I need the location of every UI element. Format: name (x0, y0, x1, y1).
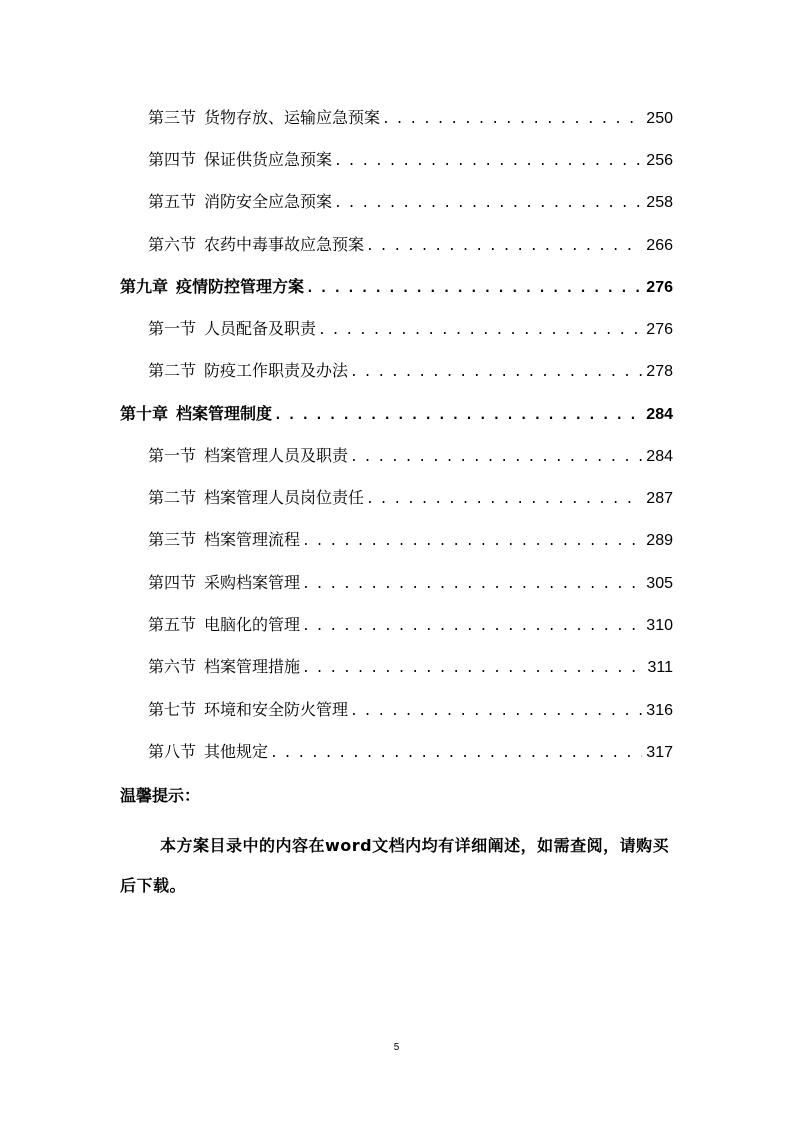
toc-entry-title: 消防安全应急预案 (204, 192, 333, 211)
toc-entry-number: 第一节 (148, 319, 197, 338)
toc-entry-label (148, 740, 268, 764)
toc-leader-dots (366, 488, 642, 510)
toc-entry-title: 采购档案管理 (204, 573, 301, 592)
toc-entry[interactable] (148, 571, 673, 595)
toc-entry-title: 农药中毒事故应急预案 (204, 235, 365, 254)
toc-entry-number: 第六节 (148, 657, 197, 676)
toc-entry-page: 276 (646, 279, 673, 296)
toc-entry-label (148, 571, 300, 595)
toc-entry-label (148, 317, 316, 341)
toc-leader-dots (302, 530, 642, 552)
toc-entry-label (148, 655, 300, 679)
toc-leader-dots (274, 404, 642, 426)
toc-entry-number: 第五节 (148, 192, 197, 211)
toc-entry[interactable] (148, 106, 673, 130)
toc-entry-title: 档案管理人员及职责 (204, 446, 349, 465)
toc-leader-dots (350, 700, 642, 722)
toc-entry-page: 250 (646, 110, 673, 127)
toc-entry-number: 第三节 (148, 108, 197, 127)
toc-entry-page: 305 (646, 575, 673, 592)
toc-leader-dots (382, 108, 642, 130)
toc-entry-label (148, 613, 300, 637)
toc-entry-title: 档案管理人员岗位责任 (204, 488, 365, 507)
toc-entry-title: 电脑化的管理 (204, 615, 301, 634)
toc-leader-dots (302, 573, 642, 595)
toc-entry-number: 第八节 (148, 742, 197, 761)
toc-entry-number: 第五节 (148, 615, 197, 634)
page-number: 5 (393, 1042, 400, 1053)
toc-leader-dots (302, 657, 643, 679)
toc-entry-label (148, 233, 364, 257)
toc-entry[interactable] (148, 655, 673, 679)
toc-entry-page: 284 (646, 406, 673, 423)
toc-entry[interactable] (148, 613, 673, 637)
toc-leader-dots (270, 742, 642, 764)
toc-entry-label (148, 698, 348, 722)
tip-paragraph: 本方案目录中的内容在word文档内均有详细阐述，如需查阅，请购买后下载。 (120, 836, 670, 895)
toc-entry-title: 货物存放、运输应急预案 (204, 108, 381, 127)
toc-entry-number: 第九章 (120, 277, 169, 296)
toc-entry-label (148, 528, 300, 552)
toc-entry-label (148, 148, 332, 172)
toc-leader-dots (350, 446, 642, 468)
toc-entry-label (148, 106, 380, 130)
toc-entry-title: 档案管理流程 (204, 530, 301, 549)
toc-entry-label (120, 275, 304, 299)
toc-entry-page: 316 (646, 702, 673, 719)
toc-entry[interactable] (148, 359, 673, 383)
toc-entry-page: 311 (647, 659, 673, 676)
toc-entry-page: 317 (646, 744, 673, 761)
toc-entry[interactable] (148, 444, 673, 468)
toc-entry-page: 266 (646, 237, 673, 254)
toc-entry-number: 第四节 (148, 573, 197, 592)
toc-entry[interactable] (148, 190, 673, 214)
toc-entry-page: 284 (646, 448, 673, 465)
toc-chapter-entry[interactable] (120, 402, 673, 426)
toc-entry[interactable] (148, 148, 673, 172)
toc-leader-dots (350, 361, 642, 383)
toc-entry-page: 289 (646, 532, 673, 549)
toc-leader-dots (334, 150, 642, 172)
toc-entry-title: 档案管理制度 (176, 404, 273, 423)
toc-entry-page: 278 (646, 363, 673, 380)
toc-entry-label (148, 359, 348, 383)
toc-entry-label (148, 444, 348, 468)
toc-entry-title: 疫情防控管理方案 (176, 277, 305, 296)
toc-entry-page: 258 (646, 194, 673, 211)
toc-entry-page: 310 (646, 617, 673, 634)
toc-entry[interactable] (148, 317, 673, 341)
toc-entry[interactable] (148, 740, 673, 764)
toc-entry-title: 人员配备及职责 (204, 319, 317, 338)
toc-leader-dots (318, 319, 642, 341)
toc-entry-title: 档案管理措施 (204, 657, 301, 676)
toc-entry-number: 第十章 (120, 404, 169, 423)
toc-entry-number: 第七节 (148, 700, 197, 719)
toc-entry-number: 第一节 (148, 446, 197, 465)
toc-leader-dots (302, 615, 642, 637)
toc-entry-number: 第六节 (148, 235, 197, 254)
toc-entry-label (148, 486, 364, 510)
toc-entry-title: 防疫工作职责及办法 (204, 361, 349, 380)
toc-leader-dots (306, 277, 642, 299)
toc-entry-number: 第二节 (148, 488, 197, 507)
toc-entry-number: 第四节 (148, 150, 197, 169)
toc-chapter-entry[interactable] (120, 275, 673, 299)
toc-entry[interactable] (148, 486, 673, 510)
tip-heading: 温馨提示： (120, 786, 201, 805)
toc-leader-dots (334, 192, 642, 214)
toc-leader-dots (366, 235, 642, 257)
toc-entry-page: 287 (646, 490, 673, 507)
toc-entry[interactable] (148, 698, 673, 722)
toc-entry-number: 第二节 (148, 361, 197, 380)
toc-entry-label (148, 190, 332, 214)
toc-entry-label (120, 402, 272, 426)
toc-entry-title: 保证供货应急预案 (204, 150, 333, 169)
toc-entry-number: 第三节 (148, 530, 197, 549)
toc-entry-title: 环境和安全防火管理 (204, 700, 349, 719)
toc-entry-page: 256 (646, 152, 673, 169)
toc-entry-page: 276 (646, 321, 673, 338)
toc-entry[interactable] (148, 233, 673, 257)
toc-entry-title: 其他规定 (204, 742, 269, 761)
toc-entry[interactable] (148, 528, 673, 552)
